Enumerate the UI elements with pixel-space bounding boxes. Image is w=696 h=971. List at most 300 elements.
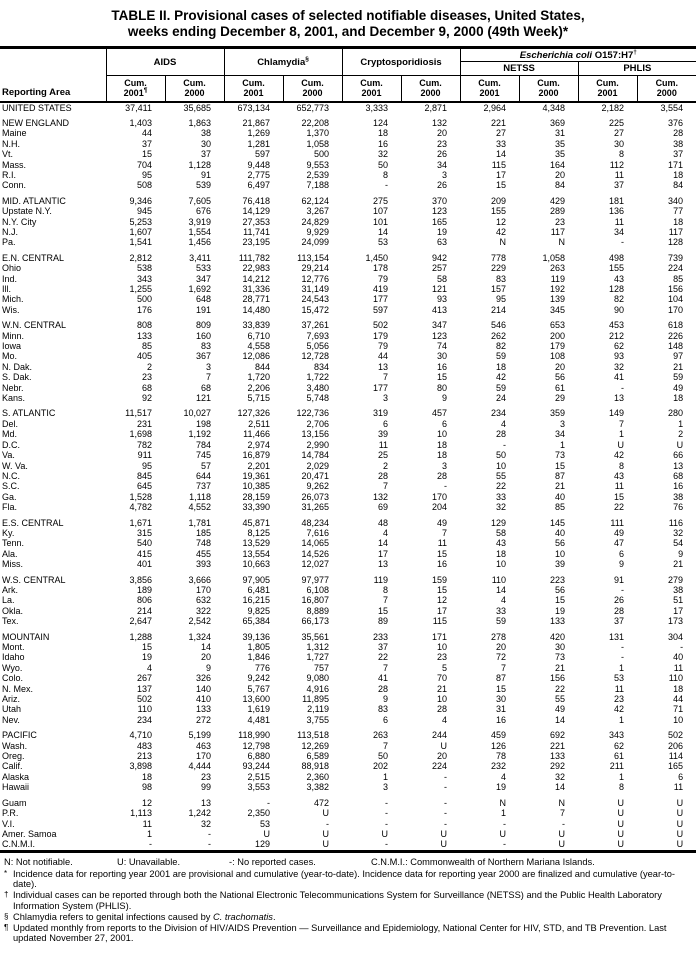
cell: 37 — [378, 642, 389, 652]
cell: 25 — [378, 450, 389, 461]
cell: 4,558 — [247, 341, 271, 352]
cell: 121 — [432, 284, 448, 294]
table-row — [0, 471, 696, 481]
cell: 9,553 — [306, 159, 330, 170]
cell: 77 — [673, 206, 684, 217]
cell: 192 — [550, 284, 566, 294]
cell: 1,528 — [129, 491, 152, 502]
table-row — [0, 274, 696, 284]
cell: 234 — [491, 408, 507, 419]
cell: 225 — [609, 117, 625, 128]
cell: 9,825 — [247, 605, 271, 616]
cell: 2,206 — [247, 382, 271, 393]
cell: 7 — [383, 372, 389, 383]
cell: 178 — [373, 263, 389, 274]
cell: 1,456 — [188, 237, 212, 248]
cell: 15 — [555, 595, 566, 606]
cell: 272 — [195, 714, 212, 725]
cell: - — [621, 382, 625, 393]
cell: 177 — [373, 294, 389, 305]
table-row — [0, 128, 696, 138]
cell: 214 — [491, 304, 507, 315]
cell: 32 — [673, 527, 684, 538]
cell: 145 — [550, 517, 566, 528]
row-label: N.H. — [2, 138, 20, 149]
title-line-2: weeks ending December 8, 2001, and December 9, 2000 (49th Week)* — [127, 24, 569, 39]
legend-no-reported-cases: -: No reported cases. — [229, 856, 316, 867]
cell: - — [208, 839, 212, 850]
cell: 1,288 — [129, 631, 152, 642]
footnote-star: * Incidence data for reporting year 2001 are provisional and cumulative (year-to-date). Incidence data for reporting year 2000 are finalized and cumulative (year-to-date). — [4, 868, 675, 890]
col-header-aids-2000: Cum. 2000 — [165, 76, 224, 102]
cell: 56 — [555, 372, 566, 383]
cell: 59 — [673, 372, 684, 383]
cell: 20 — [437, 128, 448, 139]
cell: 38 — [201, 128, 212, 139]
row-label: Kans. — [2, 393, 26, 404]
cell: 37 — [614, 616, 625, 627]
cell: U — [440, 828, 448, 839]
cell: 457 — [432, 408, 448, 419]
cell: 57 — [201, 460, 212, 471]
cell: 24,543 — [301, 294, 330, 305]
cell: 41 — [378, 673, 389, 684]
cell: 23 — [201, 771, 212, 782]
cell: 44 — [141, 128, 152, 139]
cell: 17 — [437, 605, 448, 616]
cell: 234 — [136, 714, 152, 725]
cell: 5,748 — [306, 393, 330, 404]
row-label: P.R. — [2, 808, 19, 819]
cell: 209 — [491, 195, 507, 206]
row-label: Tenn. — [2, 538, 25, 549]
cell: 2,360 — [306, 771, 330, 782]
cell: 644 — [195, 470, 212, 481]
cell: 8 — [383, 584, 389, 595]
cell: 9,929 — [306, 226, 330, 237]
cell: 483 — [136, 740, 152, 751]
cell: 136 — [609, 206, 625, 217]
cell: 224 — [668, 263, 684, 274]
cell: 3 — [383, 393, 389, 404]
table-row — [0, 704, 696, 714]
cell: 23 — [437, 652, 448, 663]
row-label: PACIFIC — [2, 730, 37, 741]
cell: 159 — [432, 574, 448, 585]
cell: 1 — [619, 771, 625, 782]
cell: 8,125 — [247, 527, 271, 538]
cell: 83 — [496, 273, 507, 284]
cell: 63 — [437, 237, 448, 248]
cell: 24 — [496, 393, 507, 404]
row-label: Nev. — [2, 714, 20, 725]
cell: 32 — [555, 771, 566, 782]
row-label: Ala. — [2, 548, 18, 559]
cell: 7 — [619, 418, 625, 429]
cell: 8 — [619, 782, 625, 793]
cell: 85 — [141, 341, 152, 352]
cell: 73 — [555, 652, 566, 663]
cell: 111,782 — [238, 252, 271, 263]
cell: 35,561 — [301, 631, 330, 642]
table-row — [0, 673, 696, 683]
cell: 37 — [201, 149, 212, 160]
cell: 345 — [550, 304, 566, 315]
cell: 59 — [496, 616, 507, 627]
table-row — [0, 102, 696, 113]
cell: 33,390 — [242, 502, 271, 513]
table-row — [0, 761, 696, 771]
cell: 15,472 — [301, 304, 330, 315]
row-label: Fla. — [2, 502, 18, 513]
cell: 778 — [491, 252, 507, 263]
table-row — [0, 782, 696, 792]
cell: 3 — [560, 418, 566, 429]
table-row — [0, 320, 696, 330]
cell: 110 — [137, 704, 152, 715]
cell: 23 — [614, 694, 625, 705]
cell: 11 — [614, 169, 625, 180]
row-label: Wis. — [2, 304, 20, 315]
cell: 157 — [491, 284, 507, 294]
cell: 21 — [673, 361, 684, 372]
cell: 104 — [668, 294, 684, 305]
cell: 191 — [195, 304, 212, 315]
table-row — [0, 351, 696, 361]
cell: 10 — [496, 559, 507, 570]
cell: 14 — [496, 584, 507, 595]
cell: 114 — [668, 751, 684, 762]
cell: 49 — [437, 517, 448, 528]
cell: 12,027 — [301, 559, 330, 570]
cell: 42 — [614, 450, 625, 461]
cell: 11 — [142, 818, 152, 829]
cell: 170 — [195, 751, 212, 762]
table-row — [0, 715, 696, 725]
cell: 214 — [136, 605, 152, 616]
cell: 1,727 — [306, 652, 330, 663]
cell: N — [499, 237, 507, 248]
table-row — [0, 461, 696, 471]
cell: 370 — [432, 195, 448, 206]
cell: 129 — [254, 839, 271, 850]
cell: 173 — [668, 616, 684, 627]
cell: 65,384 — [242, 616, 271, 627]
cryptosporidiosis-group-header — [342, 48, 460, 76]
cell: 289 — [550, 206, 566, 217]
cell: 1 — [560, 439, 566, 450]
cell: 28 — [496, 429, 507, 440]
cell: - — [621, 584, 625, 595]
row-label: S.C. — [2, 481, 20, 492]
cell: 93,244 — [242, 761, 271, 772]
cell: 37 — [614, 180, 625, 191]
cell: 113,518 — [297, 730, 330, 741]
cell: 275 — [373, 195, 389, 206]
cell: 7 — [383, 481, 389, 492]
cell: 18 — [673, 683, 684, 694]
cell: 116 — [668, 517, 684, 528]
cell: 73 — [555, 450, 566, 461]
cell: U — [617, 439, 625, 450]
cell: U — [499, 828, 507, 839]
cell: 737 — [195, 481, 212, 492]
cell: 115 — [432, 616, 448, 627]
cell: 126 — [491, 740, 507, 751]
cell: 164 — [550, 159, 566, 170]
cell: 185 — [195, 527, 212, 538]
cell: 7 — [383, 595, 389, 606]
cell: 3,480 — [306, 382, 330, 393]
cell: 22,983 — [242, 263, 271, 274]
cell: 33,839 — [242, 320, 271, 331]
cell: 11 — [673, 782, 684, 793]
table-row — [0, 518, 696, 528]
cell: 1,312 — [306, 642, 330, 652]
cell: 367 — [195, 351, 212, 362]
cell: 12,269 — [301, 740, 330, 751]
cell: 95 — [496, 294, 507, 305]
cell: 123 — [432, 330, 448, 341]
cell: 676 — [195, 206, 212, 217]
cell: 20 — [496, 642, 507, 652]
cell: 415 — [136, 548, 152, 559]
cell: 3,382 — [306, 782, 330, 793]
cell: 1,671 — [129, 517, 152, 528]
cell: 132 — [432, 117, 448, 128]
cell: 31,265 — [301, 502, 330, 513]
cell: 20,471 — [301, 470, 330, 481]
ecoli-group-header — [460, 48, 696, 62]
cell: 43 — [614, 470, 625, 481]
cell: 72 — [496, 652, 507, 663]
cell: 21 — [673, 559, 684, 570]
cell: 148 — [668, 341, 684, 352]
row-label: S. Dak. — [2, 372, 32, 383]
cell: 279 — [668, 574, 684, 585]
cell: 35 — [555, 149, 566, 160]
cell: 31 — [496, 704, 507, 715]
cell: 82 — [614, 294, 625, 305]
cell: 1,692 — [188, 284, 212, 294]
row-label: Ind. — [2, 273, 18, 284]
cell: - — [503, 439, 507, 450]
row-label: Ky. — [2, 527, 15, 538]
cell: 28 — [437, 470, 448, 481]
cell: 6 — [383, 714, 389, 725]
cell: 14 — [378, 226, 389, 237]
table-row — [0, 663, 696, 673]
cell: 8,889 — [306, 605, 330, 616]
cell: 170 — [432, 491, 448, 502]
cell: 76 — [673, 502, 684, 513]
cell: 123 — [432, 206, 448, 217]
cell: 231 — [136, 418, 152, 429]
cell: 18 — [673, 169, 684, 180]
table-row — [0, 341, 696, 351]
cell: 85 — [673, 273, 684, 284]
cell: 2,647 — [129, 616, 152, 627]
row-label: W. Va. — [2, 460, 28, 471]
cell: 28 — [673, 128, 684, 139]
cell: 4,782 — [129, 502, 152, 513]
cell: 22 — [614, 502, 625, 513]
cell: 76,418 — [242, 195, 271, 206]
cell: 1,128 — [188, 159, 212, 170]
cell: 68 — [141, 382, 152, 393]
cell: 61 — [555, 382, 566, 393]
cell: 9 — [206, 662, 212, 673]
cell: 1,192 — [188, 429, 212, 440]
cell: 1,269 — [247, 128, 271, 139]
cell: 22 — [555, 683, 566, 694]
cell: 757 — [314, 662, 330, 673]
cell: - — [444, 481, 448, 492]
cell: 319 — [373, 408, 389, 419]
table-row — [0, 741, 696, 751]
cell: 22 — [496, 481, 507, 492]
cell: 55 — [555, 694, 566, 705]
cell: 200 — [550, 330, 566, 341]
row-label: Vt. — [2, 149, 14, 160]
cell: 171 — [668, 159, 684, 170]
table-row — [0, 217, 696, 227]
cell: 59 — [496, 382, 507, 393]
table-row — [0, 606, 696, 616]
cell: 6,497 — [247, 180, 271, 191]
cell: 1,607 — [129, 226, 152, 237]
row-label: La. — [2, 595, 15, 606]
row-label: MOUNTAIN — [2, 631, 50, 642]
cell: U — [617, 797, 625, 808]
cell: 21,867 — [242, 117, 271, 128]
cell: 189 — [136, 584, 152, 595]
cell: U — [676, 797, 684, 808]
cell: 2,182 — [601, 102, 625, 113]
row-label: R.I. — [2, 169, 17, 180]
cell: 32 — [378, 149, 389, 160]
cell: 42 — [614, 704, 625, 715]
cell: 1,698 — [129, 429, 152, 440]
cell: 8 — [619, 149, 625, 160]
cell: 10,663 — [242, 559, 271, 570]
cell: 502 — [136, 694, 152, 705]
cell: 27 — [496, 128, 507, 139]
cell: 224 — [432, 761, 448, 772]
row-label: MID. ATLANTIC — [2, 195, 66, 206]
cell: 472 — [314, 797, 330, 808]
reporting-area-header: Reporting Area — [0, 48, 106, 102]
cell: 376 — [668, 117, 684, 128]
table-row — [0, 227, 696, 237]
cell: 11,895 — [302, 694, 330, 705]
cell: 263 — [550, 263, 566, 274]
table-row — [0, 808, 696, 818]
cell: 4 — [442, 714, 448, 725]
cell: 18 — [378, 128, 389, 139]
cell: 127,326 — [237, 408, 271, 419]
cell: - — [562, 818, 566, 829]
cell: 87 — [555, 470, 566, 481]
row-label: Utah — [2, 704, 22, 715]
cell: 597 — [254, 149, 271, 160]
cell: - — [385, 797, 389, 808]
cell: 82 — [496, 341, 507, 352]
cell: 8 — [619, 460, 625, 471]
cell: 15 — [496, 683, 507, 694]
cell: 9 — [442, 393, 448, 404]
cell: 42 — [496, 226, 507, 237]
cell: 18 — [437, 439, 448, 450]
cell: 13 — [201, 797, 212, 808]
cell: 24,829 — [301, 216, 330, 227]
row-label: Del. — [2, 418, 19, 429]
cell: 10,385 — [242, 481, 271, 492]
cell: 18 — [496, 548, 507, 559]
cell: 806 — [136, 595, 152, 606]
table-row — [0, 502, 696, 512]
row-label: Mich. — [2, 294, 24, 305]
cell: N — [499, 797, 507, 808]
cell: 33 — [496, 138, 507, 149]
table-row — [0, 632, 696, 642]
cell: 9,448 — [247, 159, 271, 170]
cell: 5,715 — [247, 393, 271, 404]
cell: 326 — [195, 673, 212, 684]
cell: 11,741 — [243, 226, 271, 237]
cell: 10 — [437, 429, 448, 440]
cell: 66 — [673, 450, 684, 461]
cell: 11,517 — [125, 408, 152, 419]
cell: 28 — [437, 704, 448, 715]
cell: 2 — [678, 429, 684, 440]
cell: 15 — [437, 372, 448, 383]
cell: 68 — [673, 470, 684, 481]
cryptosporidiosis-label: Cryptosporidiosis — [360, 56, 442, 68]
cell: 49 — [614, 527, 625, 538]
cell: 122,736 — [296, 408, 330, 419]
legend-not-notifiable: N: Not notifiable. — [4, 856, 73, 867]
cell: 498 — [609, 252, 625, 263]
legend-line — [4, 857, 692, 868]
cell: 149 — [609, 408, 625, 419]
cell: 68 — [201, 382, 212, 393]
cell: 26 — [437, 180, 448, 191]
table-row — [0, 595, 696, 605]
cell: 20 — [555, 361, 566, 372]
cell: - — [149, 839, 152, 850]
cell: 12,798 — [242, 740, 271, 751]
row-label: Mont. — [2, 642, 25, 652]
cell: 26 — [437, 149, 448, 160]
cell: 221 — [491, 117, 507, 128]
cell: 1,781 — [188, 517, 212, 528]
table-row — [0, 559, 696, 569]
cell: 1,370 — [306, 128, 330, 139]
cell: 455 — [195, 548, 212, 559]
cell: 84 — [555, 180, 566, 191]
cell: 3 — [442, 460, 448, 471]
cell: 2,964 — [483, 102, 507, 113]
cell: 1,863 — [188, 117, 212, 128]
cell: - — [385, 839, 389, 850]
cell: 5,767 — [247, 683, 271, 694]
cell: 2,706 — [306, 418, 330, 429]
cell: 115 — [491, 159, 507, 170]
cell: 618 — [668, 320, 684, 331]
cell: 538 — [136, 263, 152, 274]
cell: 244 — [432, 730, 448, 741]
